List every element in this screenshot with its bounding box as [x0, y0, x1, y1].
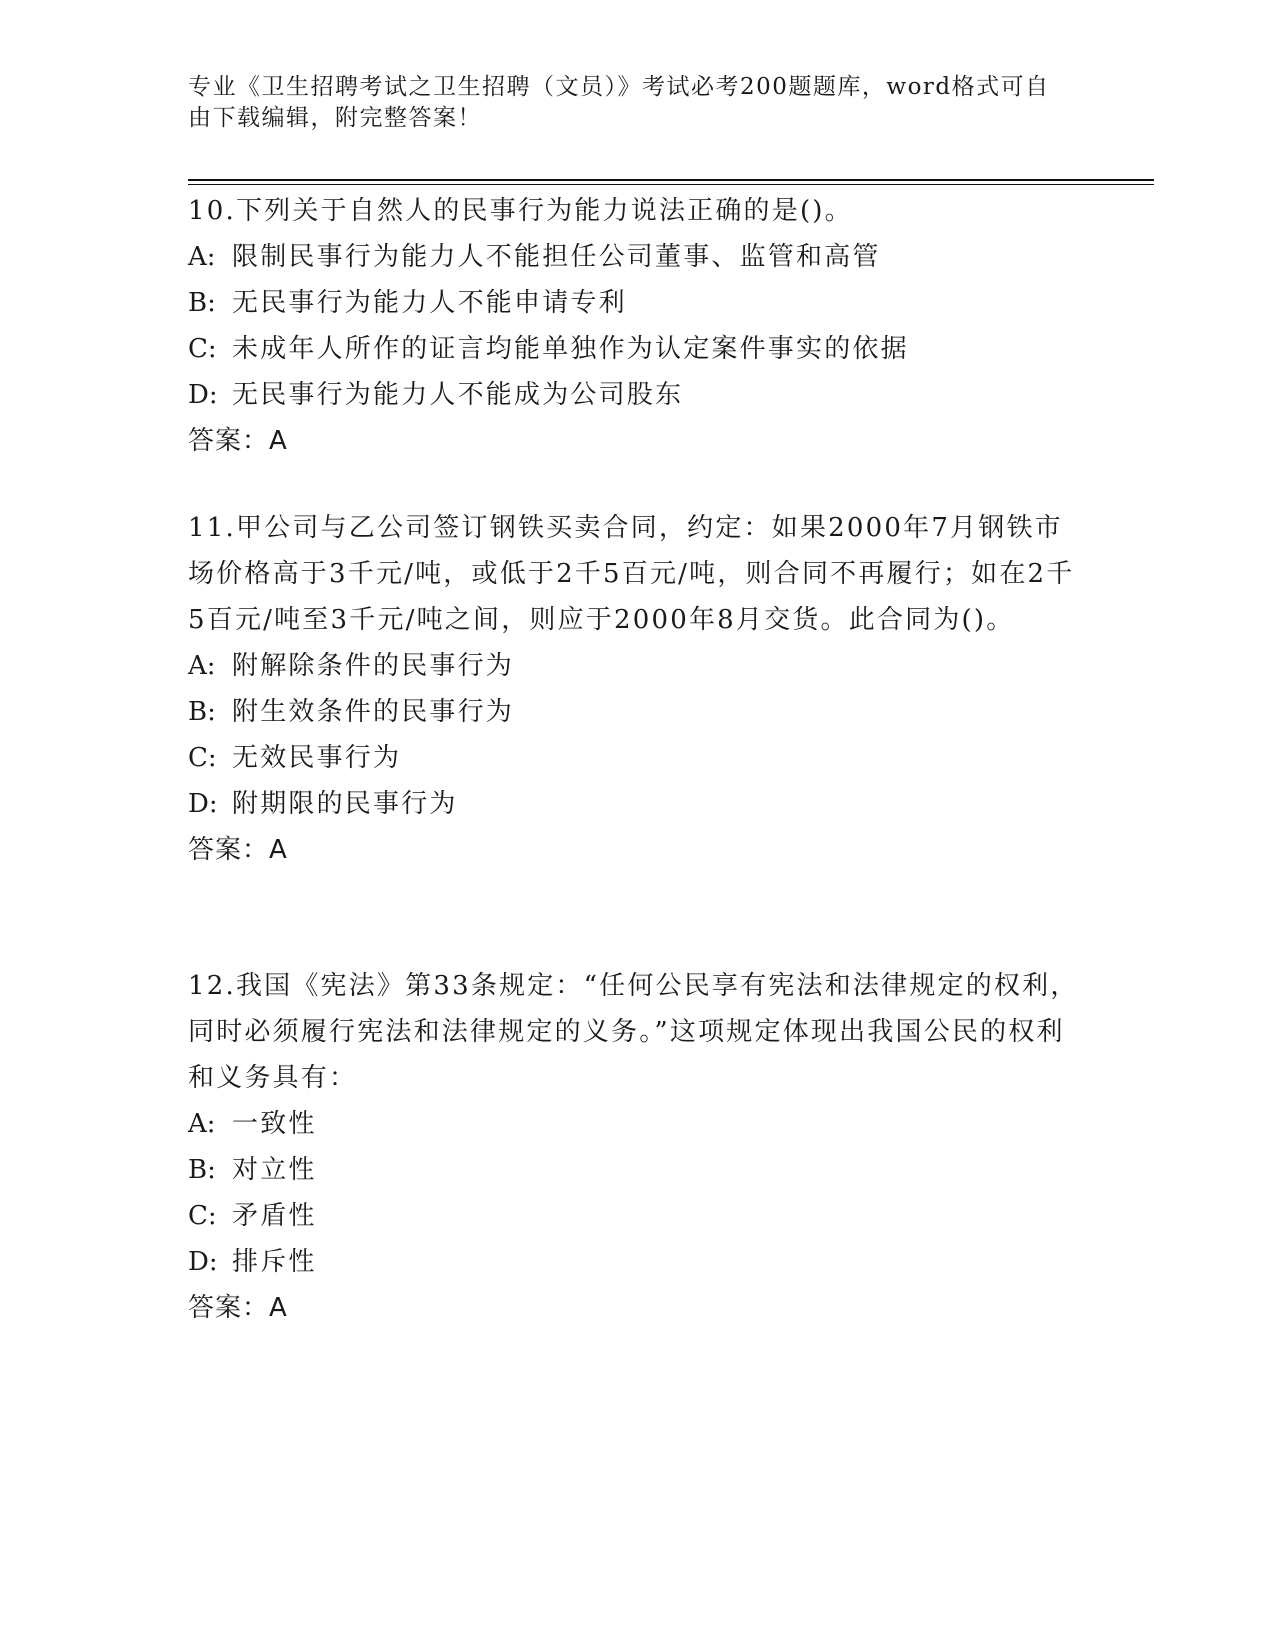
question-stem: 10.下列关于自然人的民事行为能力说法正确的是()。: [188, 196, 853, 226]
option-a: [188, 1101, 1088, 1147]
option-text: 附期限的民事行为: [232, 789, 458, 819]
option-text: 无民事行为能力人不能成为公司股东: [232, 380, 684, 410]
option-letter: C:: [188, 743, 217, 773]
option-letter: B:: [188, 1155, 216, 1185]
option-text: 限制民事行为能力人不能担任公司董事、监管和高管: [232, 242, 881, 272]
option-text: 对立性: [232, 1155, 317, 1185]
option-text: 一致性: [232, 1109, 317, 1139]
option-letter: D:: [188, 1247, 218, 1277]
option-d: [188, 1239, 1088, 1285]
question-block: [188, 505, 1088, 873]
header-divider-thick: [188, 179, 1154, 181]
option-text: 矛盾性: [232, 1201, 317, 1231]
answer-line: 答案：A: [188, 426, 288, 456]
option-d: [188, 781, 1088, 827]
option-c: [188, 1193, 1088, 1239]
option-c: [188, 735, 1088, 781]
option-text: 无民事行为能力人不能申请专利: [232, 288, 627, 318]
answer-line: 答案：A: [188, 835, 288, 865]
document-header: [188, 72, 1068, 134]
header-intro-text: 专业《卫生招聘考试之卫生招聘（文员）》考试必考200题题库，word格式可自由下载编辑，附完整答案！: [188, 74, 1050, 131]
question-stem: 11.甲公司与乙公司签订钢铁买卖合同，约定：如果2000年7月钢铁市场价格高于3千元/吨，或低于2千5百元/吨，则合同不再履行；如在2千5百元/吨至3千元/吨之间，则应于2000年8月交货。此合同为()。: [188, 513, 1075, 635]
option-letter: A:: [188, 1109, 216, 1139]
option-c: [188, 326, 1088, 372]
option-text: 排斥性: [232, 1247, 317, 1277]
question-block: [188, 963, 1088, 1331]
option-text: 附解除条件的民事行为: [232, 651, 515, 681]
header-divider-thin: [188, 184, 1154, 185]
option-letter: A:: [188, 651, 216, 681]
option-letter: D:: [188, 380, 218, 410]
option-text: 无效民事行为: [232, 743, 402, 773]
option-b: [188, 1147, 1088, 1193]
option-a: [188, 234, 1088, 280]
option-letter: C:: [188, 334, 217, 364]
option-letter: B:: [188, 697, 216, 727]
question-block: [188, 188, 1088, 464]
option-letter: D:: [188, 789, 218, 819]
option-letter: B:: [188, 288, 216, 318]
option-a: [188, 643, 1088, 689]
option-letter: C:: [188, 1201, 217, 1231]
option-b: [188, 280, 1088, 326]
option-d: [188, 372, 1088, 418]
question-stem: 12.我国《宪法》第33条规定：“任何公民享有宪法和法律规定的权利，同时必须履行宪法和法律规定的义务。”这项规定体现出我国公民的权利和义务具有：: [188, 971, 1079, 1093]
answer-line: 答案：A: [188, 1293, 288, 1323]
option-b: [188, 689, 1088, 735]
option-text: 未成年人所作的证言均能单独作为认定案件事实的依据: [232, 334, 909, 364]
option-letter: A:: [188, 242, 216, 272]
option-text: 附生效条件的民事行为: [232, 697, 515, 727]
